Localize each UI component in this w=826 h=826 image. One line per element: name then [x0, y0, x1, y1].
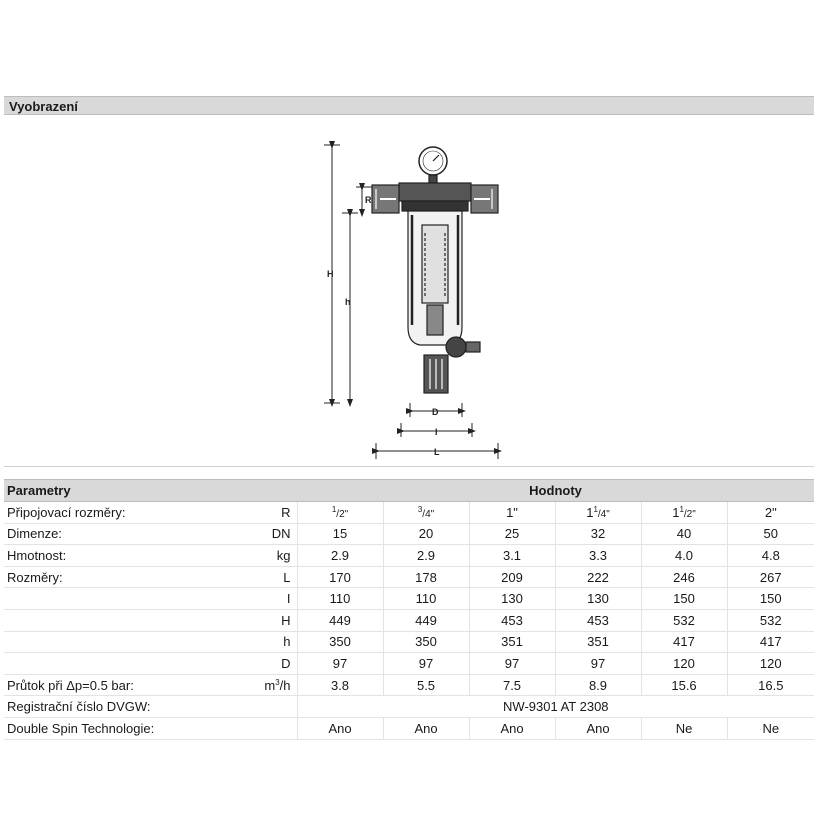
- value-cell: 50: [727, 523, 814, 545]
- value-cell: 449: [383, 609, 469, 631]
- value-cell: 15.6: [641, 674, 727, 696]
- value-cell: 16.5: [727, 674, 814, 696]
- row-unit: D: [182, 653, 297, 675]
- value-cell: $^1$/2": [297, 502, 383, 524]
- row-label: Double Spin Technologie:: [4, 717, 297, 739]
- value-cell: Ano: [555, 717, 641, 739]
- table-header-row: [4, 480, 814, 502]
- filter-body: [372, 147, 498, 393]
- table-row-rozmery-I: [4, 588, 814, 610]
- row-unit: kg: [182, 545, 297, 567]
- value-cell: 8.9: [555, 674, 641, 696]
- value-cell: 130: [555, 588, 641, 610]
- value-cell: 453: [469, 609, 555, 631]
- dim-label-D: D: [432, 407, 439, 417]
- filter-drawing-frame: [4, 115, 814, 467]
- value-cell: 209: [469, 566, 555, 588]
- value-cell: Ano: [383, 717, 469, 739]
- row-label: Připojovací rozměry:: [4, 502, 182, 524]
- row-unit: L: [182, 566, 297, 588]
- value-cell: 2.9: [297, 545, 383, 567]
- value-cell: 3.8: [297, 674, 383, 696]
- value-cell: 110: [297, 588, 383, 610]
- value-cell: 40: [641, 523, 727, 545]
- value-cell: 453: [555, 609, 641, 631]
- section-title: Vyobrazení: [9, 99, 78, 114]
- value-cell: $^3$/4": [383, 502, 469, 524]
- value-cell: 170: [297, 566, 383, 588]
- row-unit: R: [182, 502, 297, 524]
- value-cell: 1": [469, 502, 555, 524]
- row-unit: DN: [182, 523, 297, 545]
- value-cell: 532: [641, 609, 727, 631]
- row-unit: $m^3/h$: [182, 674, 297, 696]
- row-label: Průtok při Δp=0.5 bar:: [4, 674, 182, 696]
- value-cell: 120: [727, 653, 814, 675]
- dim-label-H: H: [327, 269, 334, 279]
- table-row-prutok: [4, 674, 814, 696]
- dim-label-L: L: [434, 447, 440, 457]
- value-cell: 25: [469, 523, 555, 545]
- value-cell: 2.9: [383, 545, 469, 567]
- filter-technical-drawing: [4, 115, 814, 467]
- value-cell: 15: [297, 523, 383, 545]
- table-row-rozmery-L: [4, 566, 814, 588]
- value-cell: 130: [469, 588, 555, 610]
- value-cell: 120: [641, 653, 727, 675]
- header-parametry: Parametry: [4, 480, 297, 502]
- value-cell: 97: [297, 653, 383, 675]
- row-unit: I: [182, 588, 297, 610]
- row-label: [4, 609, 182, 631]
- value-cell: 3.3: [555, 545, 641, 567]
- table-row-dimenze: [4, 523, 814, 545]
- value-cell: 350: [297, 631, 383, 653]
- value-cell: 178: [383, 566, 469, 588]
- value-cell: 110: [383, 588, 469, 610]
- value-cell: 150: [641, 588, 727, 610]
- value-cell: 150: [727, 588, 814, 610]
- value-cell: 5.5: [383, 674, 469, 696]
- value-cell: Ano: [297, 717, 383, 739]
- section-header-vyobrazeni: [4, 96, 814, 115]
- value-cell: 97: [555, 653, 641, 675]
- table-row-registracni: [4, 696, 814, 718]
- parameters-table-section: [4, 479, 814, 740]
- row-label: Hmotnost:: [4, 545, 182, 567]
- value-cell: 417: [727, 631, 814, 653]
- value-cell: 267: [727, 566, 814, 588]
- dim-label-I: I: [435, 427, 438, 437]
- table-row-hmotnost: [4, 545, 814, 567]
- row-label: [4, 653, 182, 675]
- value-cell: 97: [383, 653, 469, 675]
- dim-label-h: h: [345, 297, 351, 307]
- value-cell: $1^1/2$": [641, 502, 727, 524]
- value-cell: 7.5: [469, 674, 555, 696]
- row-label: [4, 631, 182, 653]
- value-cell: 417: [641, 631, 727, 653]
- value-cell: 20: [383, 523, 469, 545]
- value-cell: 32: [555, 523, 641, 545]
- value-cell: 97: [469, 653, 555, 675]
- row-label: Registrační číslo DVGW:: [4, 696, 297, 718]
- value-cell: Ano: [469, 717, 555, 739]
- dim-label-R: R: [365, 195, 372, 205]
- table-row-pripojovaci: [4, 502, 814, 524]
- value-cell: Ne: [641, 717, 727, 739]
- value-cell: $1^1/4$": [555, 502, 641, 524]
- value-cell: 350: [383, 631, 469, 653]
- value-cell: 351: [555, 631, 641, 653]
- row-label: [4, 588, 182, 610]
- row-label: Rozměry:: [4, 566, 182, 588]
- row-label: Dimenze:: [4, 523, 182, 545]
- row-unit: H: [182, 609, 297, 631]
- table-row-rozmery-D: [4, 653, 814, 675]
- row-unit: h: [182, 631, 297, 653]
- value-cell: 4.8: [727, 545, 814, 567]
- value-cell-merged: NW-9301 AT 2308: [297, 696, 814, 718]
- value-cell: 4.0: [641, 545, 727, 567]
- table-row-double-spin: [4, 717, 814, 739]
- header-hodnoty: Hodnoty: [297, 480, 814, 502]
- value-cell: 532: [727, 609, 814, 631]
- value-cell: 246: [641, 566, 727, 588]
- value-cell: 222: [555, 566, 641, 588]
- value-cell: Ne: [727, 717, 814, 739]
- value-cell: 2": [727, 502, 814, 524]
- value-cell: 449: [297, 609, 383, 631]
- value-cell: 3.1: [469, 545, 555, 567]
- parameters-table: [4, 479, 814, 740]
- table-row-rozmery-h: [4, 631, 814, 653]
- table-row-rozmery-H: [4, 609, 814, 631]
- value-cell: 351: [469, 631, 555, 653]
